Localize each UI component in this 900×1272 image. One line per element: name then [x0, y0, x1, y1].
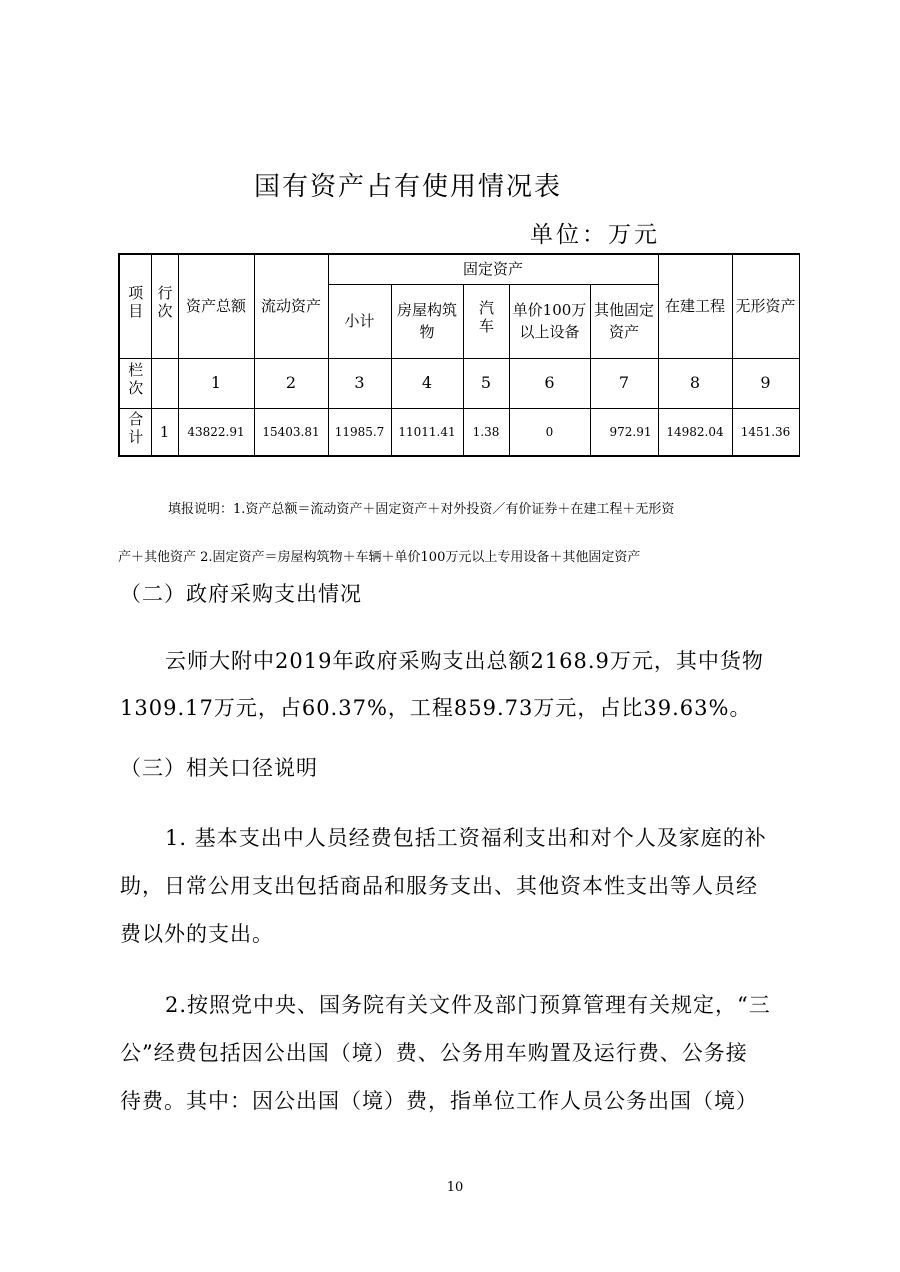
total-row-number: 1 [151, 408, 178, 456]
fill-instructions-line2: 产＋其他资产 2.固定资产＝房屋构筑物＋车辆＋单价100万元以上专用设备＋其他固定资产 [118, 550, 641, 565]
total-value: 14982.04 [658, 408, 732, 456]
header-subtotal: 小计 [328, 284, 391, 358]
header-intangible: 无形资产 [732, 254, 799, 358]
header-current-assets: 流动资产 [254, 254, 328, 358]
section2-paragraph-line2: 1309.17万元，占60.37%，工程859.73万元，占比39.63%。 [120, 696, 752, 720]
column-number: 9 [732, 358, 799, 408]
total-label: 合计 [119, 408, 151, 456]
item2-line3: 待费。其中：因公出国（境）费，指单位工作人员公务出国（境） [120, 1089, 758, 1113]
column-number: 4 [391, 358, 463, 408]
column-label: 栏次 [119, 358, 151, 408]
total-value: 0 [509, 408, 590, 456]
header-equipment: 单价100万以上设备 [509, 284, 590, 358]
section2-heading: （二）政府采购支出情况 [120, 582, 362, 606]
total-value: 1451.36 [732, 408, 799, 456]
item1-line1: 1. 基本支出中人员经费包括工资福利支出和对个人及家庭的补 [165, 826, 767, 850]
header-building: 房屋构筑物 [391, 284, 463, 358]
total-value: 1.38 [463, 408, 509, 456]
header-row: 行次 [151, 254, 178, 358]
total-value: 972.91 [590, 408, 658, 456]
fill-instructions-line1: 填报说明：1.资产总额＝流动资产＋固定资产＋对外投资／有价证券＋在建工程＋无形资 [168, 502, 675, 517]
column-number: 6 [509, 358, 590, 408]
section3-heading: （三）相关口径说明 [120, 756, 318, 780]
column-number: 5 [463, 358, 509, 408]
header-fixed-assets: 固定资产 [328, 254, 658, 284]
item2-line2: 公”经费包括因公出国（境）费、公务用车购置及运行费、公务接 [120, 1041, 748, 1065]
header-car: 汽车 [463, 284, 509, 358]
header-item: 项目 [119, 254, 151, 358]
column-number: 8 [658, 358, 732, 408]
item2-line1: 2.按照党中央、国务院有关文件及部门预算管理有关规定，“三 [165, 993, 771, 1017]
total-value: 11011.41 [391, 408, 463, 456]
column-row-blank [151, 358, 178, 408]
assets-table [118, 253, 800, 457]
total-value: 43822.91 [178, 408, 254, 456]
column-number: 1 [178, 358, 254, 408]
column-number: 2 [254, 358, 328, 408]
table-title: 国有资产占有使用情况表 [254, 172, 563, 202]
unit-label: 单位：万元 [530, 222, 660, 248]
header-other-fixed: 其他固定资产 [590, 284, 658, 358]
column-number: 3 [328, 358, 391, 408]
column-number: 7 [590, 358, 658, 408]
page-number: 10 [446, 1180, 464, 1195]
item1-line3: 费以外的支出。 [120, 922, 274, 946]
item1-line2: 助，日常公用支出包括商品和服务支出、其他资本性支出等人员经 [120, 874, 758, 898]
total-value: 11985.7 [328, 408, 391, 456]
section2-paragraph-line1: 云师大附中2019年政府采购支出总额2168.9万元，其中货物 [165, 649, 764, 673]
header-total-assets: 资产总额 [178, 254, 254, 358]
total-value: 15403.81 [254, 408, 328, 456]
header-construction: 在建工程 [658, 254, 732, 358]
